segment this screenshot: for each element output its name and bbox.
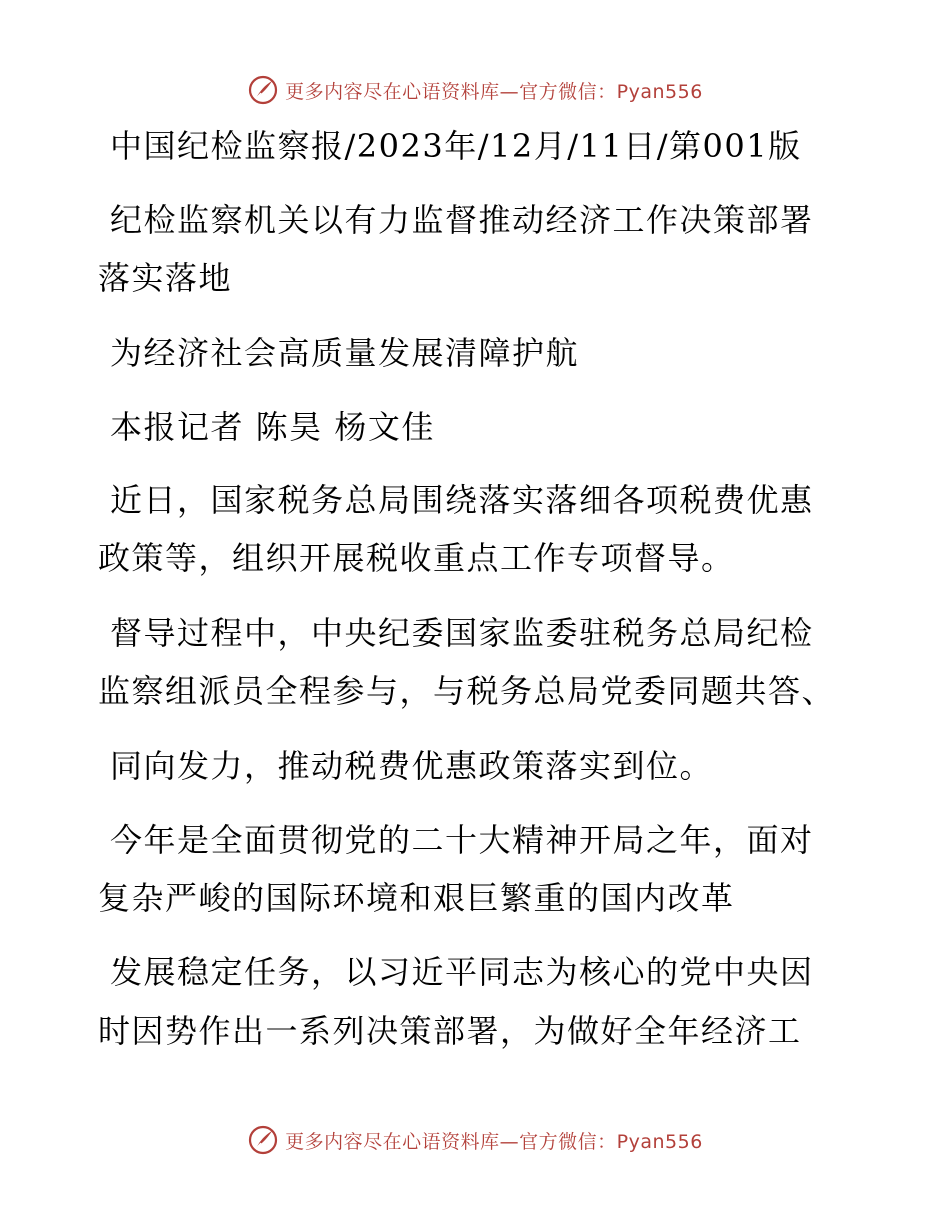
watermark-banner-bottom [0,1118,950,1162]
byline: 本报记者 陈昊 杨文佳 [110,408,435,446]
body-line: 复杂严峻的国际环境和艰巨繁重的国内改革 [98,879,735,917]
headline-line-1: 纪检监察机关以有力监督推动经济工作决策部署 [110,201,814,239]
headline-line-2: 落实落地 [98,259,233,297]
body-line: 政策等，组织开展税收重点工作专项督导。 [98,539,735,577]
body-line: 发展稳定任务，以习近平同志为核心的党中央因 [110,953,814,991]
body-line: 监察组派员全程参与，与税务总局党委同题共答、 [98,672,836,710]
watermark-text: 更多内容尽在心语资料库—官方微信：Pyan556 [285,1130,703,1153]
subheadline: 为经济社会高质量发展清障护航 [110,334,580,372]
watermark-text: 更多内容尽在心语资料库—官方微信：Pyan556 [285,80,703,103]
body-line: 同向发力，推动税费优惠政策落实到位。 [110,747,714,785]
body-line: 今年是全面贯彻党的二十大精神开局之年，面对 [110,821,814,859]
body-line: 时因势作出一系列决策部署，为做好全年经济工 [98,1012,802,1050]
body-line: 督导过程中，中央纪委国家监委驻税务总局纪检 [110,614,814,652]
feather-pen-logo-icon [247,1124,279,1156]
body-line: 近日，国家税务总局围绕落实落细各项税费优惠 [110,481,814,519]
source-line: 中国纪检监察报/2023年/12月/11日/第001版 [110,127,802,165]
